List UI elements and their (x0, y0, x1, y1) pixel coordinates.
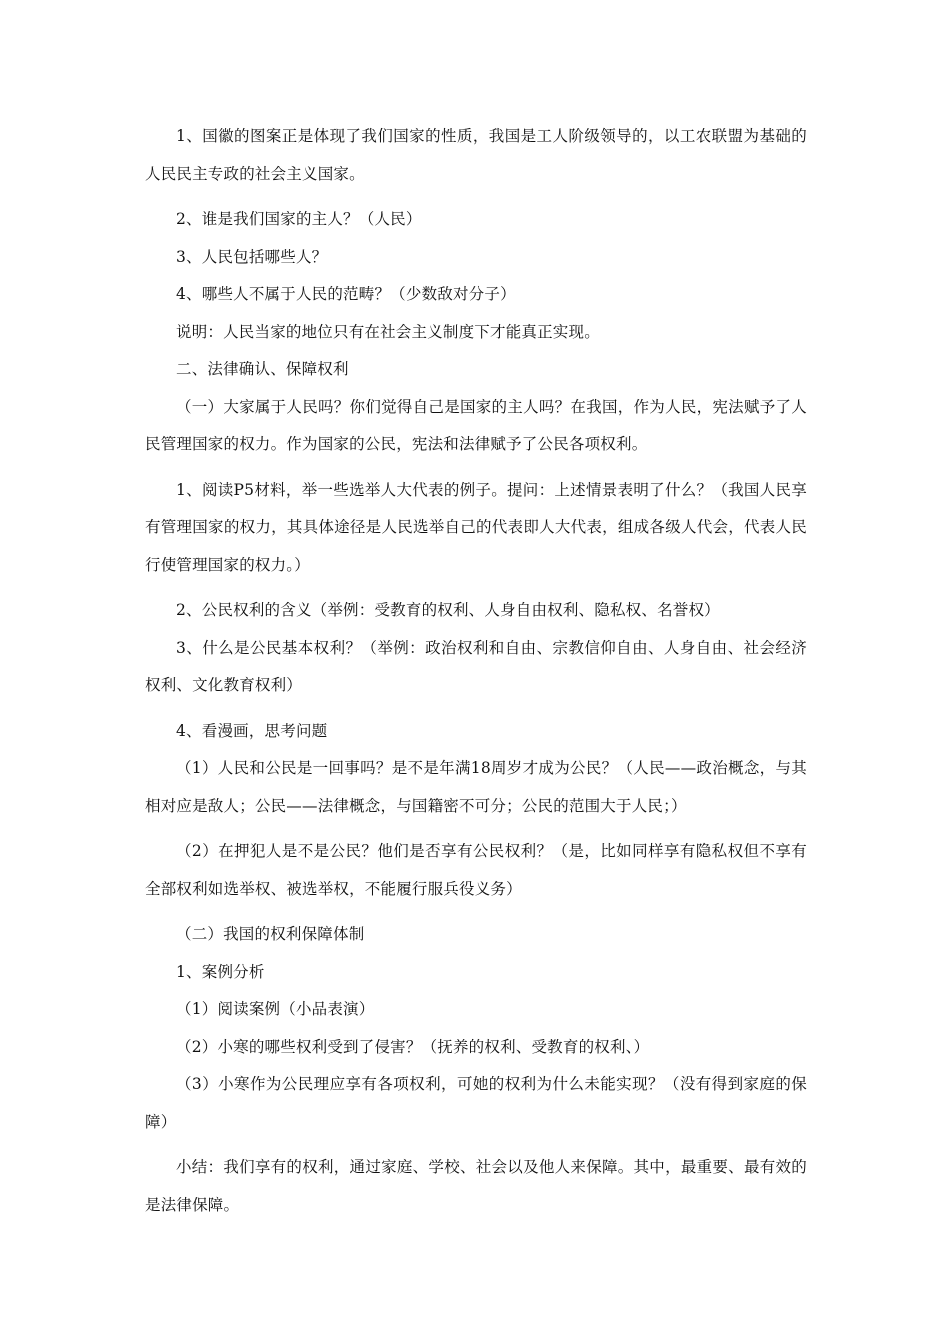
paragraph-prisoners: （2）在押犯人是不是公民？他们是否享有公民权利？（是，比如同样享有隐私权但不享有全部权利如选举权、被选举权，不能履行服兵役义务） (145, 842, 807, 898)
paragraph-explanation: 说明：人民当家的地位只有在社会主义制度下才能真正实现。 (176, 322, 600, 341)
section-heading-law-rights: 二、法律确认、保障权利 (176, 360, 349, 378)
paragraph-basic-rights: 3、什么是公民基本权利？（举例：政治权利和自由、宗教信仰自由、人身自由、社会经济权利、文化教育权利） (145, 638, 807, 694)
paragraph-why-not-realized: （3）小寒作为公民理应享有各项权利，可她的权利为什么未能实现？（没有得到家庭的保障） (145, 1075, 807, 1131)
paragraph-infringed-rights: （2）小寒的哪些权利受到了侵害？（抚养的权利、受教育的权利、） (176, 1037, 650, 1056)
paragraph-summary: 小结：我们享有的权利，通过家庭、学校、社会以及他人来保障。其中，最重要、最有效的是法律保障。 (145, 1158, 807, 1214)
paragraph-subsection-one: （一）大家属于人民吗？你们觉得自己是国家的主人吗？在我国，作为人民，宪法赋予了人民管理国家的权力。作为国家的公民，宪法和法律赋予了公民各项权利。 (145, 397, 807, 453)
paragraph-read-case: （1）阅读案例（小品表演） (176, 1000, 375, 1018)
paragraph-national-emblem: 1、国徽的图案正是体现了我们国家的性质，我国是工人阶级领导的，以工农联盟为基础的人民民主专政的社会主义国家。 (145, 127, 807, 183)
paragraph-master-of-country: 2、谁是我们国家的主人？（人民） (176, 210, 422, 228)
paragraph-read-p5: 1、阅读P5材料，举一些选举人大代表的例子。提问：上述情景表明了什么？（我国人民享有管理国家的权力，其具体途径是人民选举自己的代表即人大代表，组成各级人代会，代表人民行使管理国家的权力。） (145, 480, 807, 574)
paragraph-who-are-people: 3、人民包括哪些人？ (176, 247, 328, 266)
paragraph-people-vs-citizens: （1）人民和公民是一回事吗？是不是年满18周岁才成为公民？（人民——政治概念，与其相对应是敌人；公民——法律概念，与国籍密不可分；公民的范围大于人民；） (145, 759, 807, 815)
paragraph-not-people: 4、哪些人不属于人民的范畴？（少数敌对分子） (176, 285, 516, 303)
paragraph-case-analysis: 1、案例分析 (176, 962, 265, 981)
paragraph-citizen-rights-meaning: 2、公民权利的含义（举例：受教育的权利、人身自由权利、隐私权、名誉权） (176, 601, 720, 619)
section-heading-rights-system: （二）我国的权利保障体制 (176, 925, 365, 943)
document-page (145, 118, 807, 1232)
paragraph-comic: 4、看漫画，思考问题 (176, 721, 328, 740)
